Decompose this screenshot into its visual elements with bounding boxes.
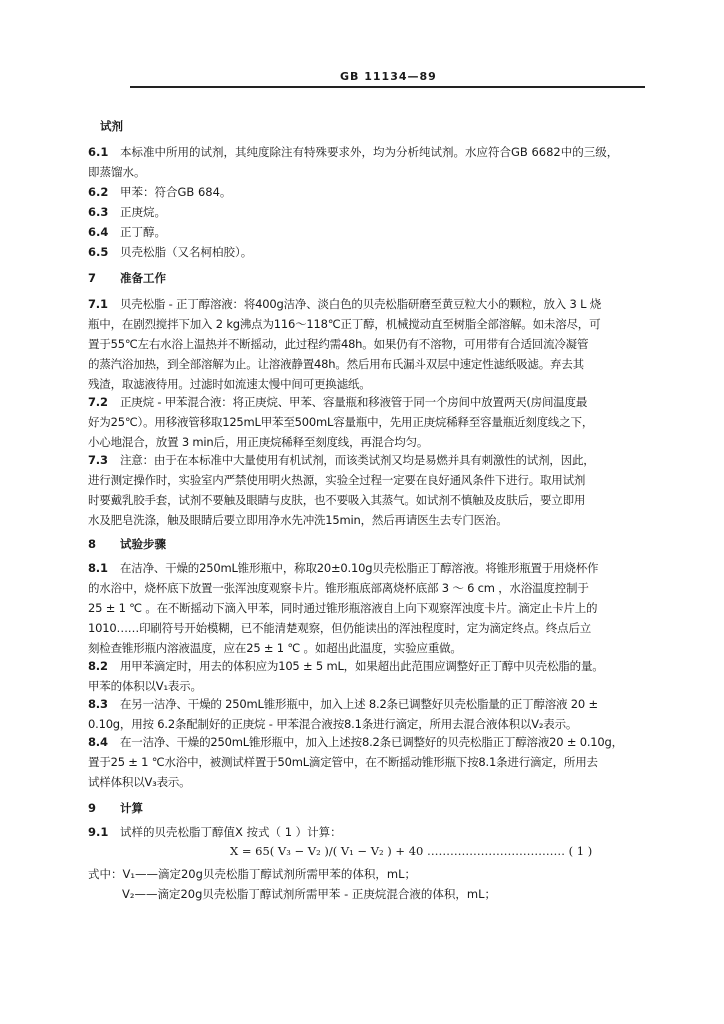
- clause-8-4: 8.4 在一洁净、干燥的250mL锥形瓶中，加入上述按8.2条已调整好的贝壳松脂正丁醇溶液20 ± 0.10g， 置于25 ± 1 ℃水浴中，被测试样置于50mL滴定管中，在不断摇动锥形瓶下按8.1条进行滴定，所用去 试样体积以V₃表示。: [88, 735, 623, 789]
- clause-6-1: 6.1 本标准中所用的试剂，其纯度除注有特殊要求外，均为分析纯试剂。水应符合GB 6682中的三级， 即蒸馏水。: [88, 145, 619, 179]
- clause-7-1: 7.1 贝壳松脂 - 正丁醇溶液：将400g洁净、淡白色的贝壳松脂研磨至黄豆粒大小的颗粒，放入 3 L 烧 瓶中，在剧烈搅拌下加入 2 kg沸点为116～118℃正丁醇，机械搅动直至树脂全部溶解。如未溶尽，可 置于55℃左右水浴上温热并不断摇动，此过程约需48h。如果仍有不溶物，可用带有合适回流冷凝管 的蒸汽浴加热，到全部溶解为止。让溶液静置48h。然后用布氏漏斗双层中速定性滤纸吸滤。弃去其 残渣，取滤液待用。过滤时如流速太慢中间可更换滤纸。: [88, 297, 602, 391]
- section-9-title: 9 计算: [88, 801, 143, 815]
- header-rule: [130, 86, 645, 88]
- where-v1: 式中：V₁——滴定20g贝壳松脂丁醇试剂所需甲苯的体积，mL；: [88, 867, 417, 881]
- clause-7-3: 7.3 注意：由于在本标准中大量使用有机试剂，而该类试剂又均是易燃并具有刺激性的试剂，因此， 进行测定操作时，实验室内严禁使用明火热源，实验全过程一定要在良好通风条件下进行。取用试剂 时要戴乳胶手套，试剂不要触及眼睛与皮肤，也不要吸入其蒸气。如试剂不慎触及皮肤后，要立即用 水及肥皂洗涤，触及眼睛后要立即用净水先冲洗15min，然后再请医生去专门医治。: [88, 453, 595, 527]
- formula-1: X = 65( V₃ − V₂ )/( V₁ − V₂ ) + 40 ……………………………… ( 1 ): [230, 844, 593, 858]
- clause-8-2: 8.2 用甲苯滴定时，用去的体积应为105 ± 5 mL，如果超出此范围应调整好正丁醇中贝壳松脂的量。 甲苯的体积以V₁表示。: [88, 659, 604, 693]
- section-8-title: 8 试验步骤: [88, 537, 166, 551]
- section-7-title: 7 准备工作: [88, 271, 166, 285]
- section-6-title: 试剂: [100, 119, 123, 133]
- clause-9-1: 9.1 试样的贝壳松脂丁醇值X 按式（ 1 ）计算：: [88, 825, 342, 839]
- clause-6-3: 6.3 正庚烷。: [88, 205, 166, 219]
- clause-8-1: 8.1 在洁净、干燥的250mL锥形瓶中，称取20±0.10g贝壳松脂正丁醇溶液。将锥形瓶置于用烧杯作 的水浴中，烧杯底下放置一张浑浊度观察卡片。锥形瓶底部离烧杯底部 3 ～ 6 cm ，水浴温度控制于 25 ± 1 ℃ 。在不断摇动下滴入甲苯，同时通过锥形瓶溶液自上向下观察浑浊度卡片。滴定止卡片上的 1010……印刷符号开始模糊，已不能清楚观察，但仍能读出的浑浊程度时，定为滴定终点。终点后立 刻检查锥形瓶内溶液温度，应在25 ± 1 ℃ 。如超出此温度，实验应重做。: [88, 561, 599, 655]
- clause-8-3: 8.3 在另一洁净、干燥的 250mL锥形瓶中，加入上述 8.2条已调整好贝壳松脂量的正丁醇溶液 20 ± 0.10g，用按 6.2条配制好的正庚烷 - 甲苯混合液按8.1条进行滴定，所用去混合液体积以V₂表示。: [88, 697, 598, 731]
- clause-7-2: 7.2 正庚烷 - 甲苯混合液：将正庚烷、甲苯、容量瓶和移液管于同一个房间中放置两天(房间温度最 好为25℃）。用移液管移取125mL甲苯至500mL容量瓶中，先用正庚烷稀释至容量瓶近刻度线之下， 小心地混合，放置 3 min后，用正庚烷稀释至刻度线，再混合均匀。: [88, 395, 594, 449]
- clause-6-2: 6.2 甲苯：符合GB 684。: [88, 185, 232, 199]
- where-v2: V₂——滴定20g贝壳松脂丁醇试剂所需甲苯 - 正庚烷混合液的体积，mL；: [122, 887, 496, 901]
- clause-6-5: 6.5 贝壳松脂（又名柯柏胶）。: [88, 245, 253, 259]
- standard-number-header: GB 11134—89: [340, 70, 437, 83]
- clause-6-4: 6.4 正丁醇。: [88, 225, 166, 239]
